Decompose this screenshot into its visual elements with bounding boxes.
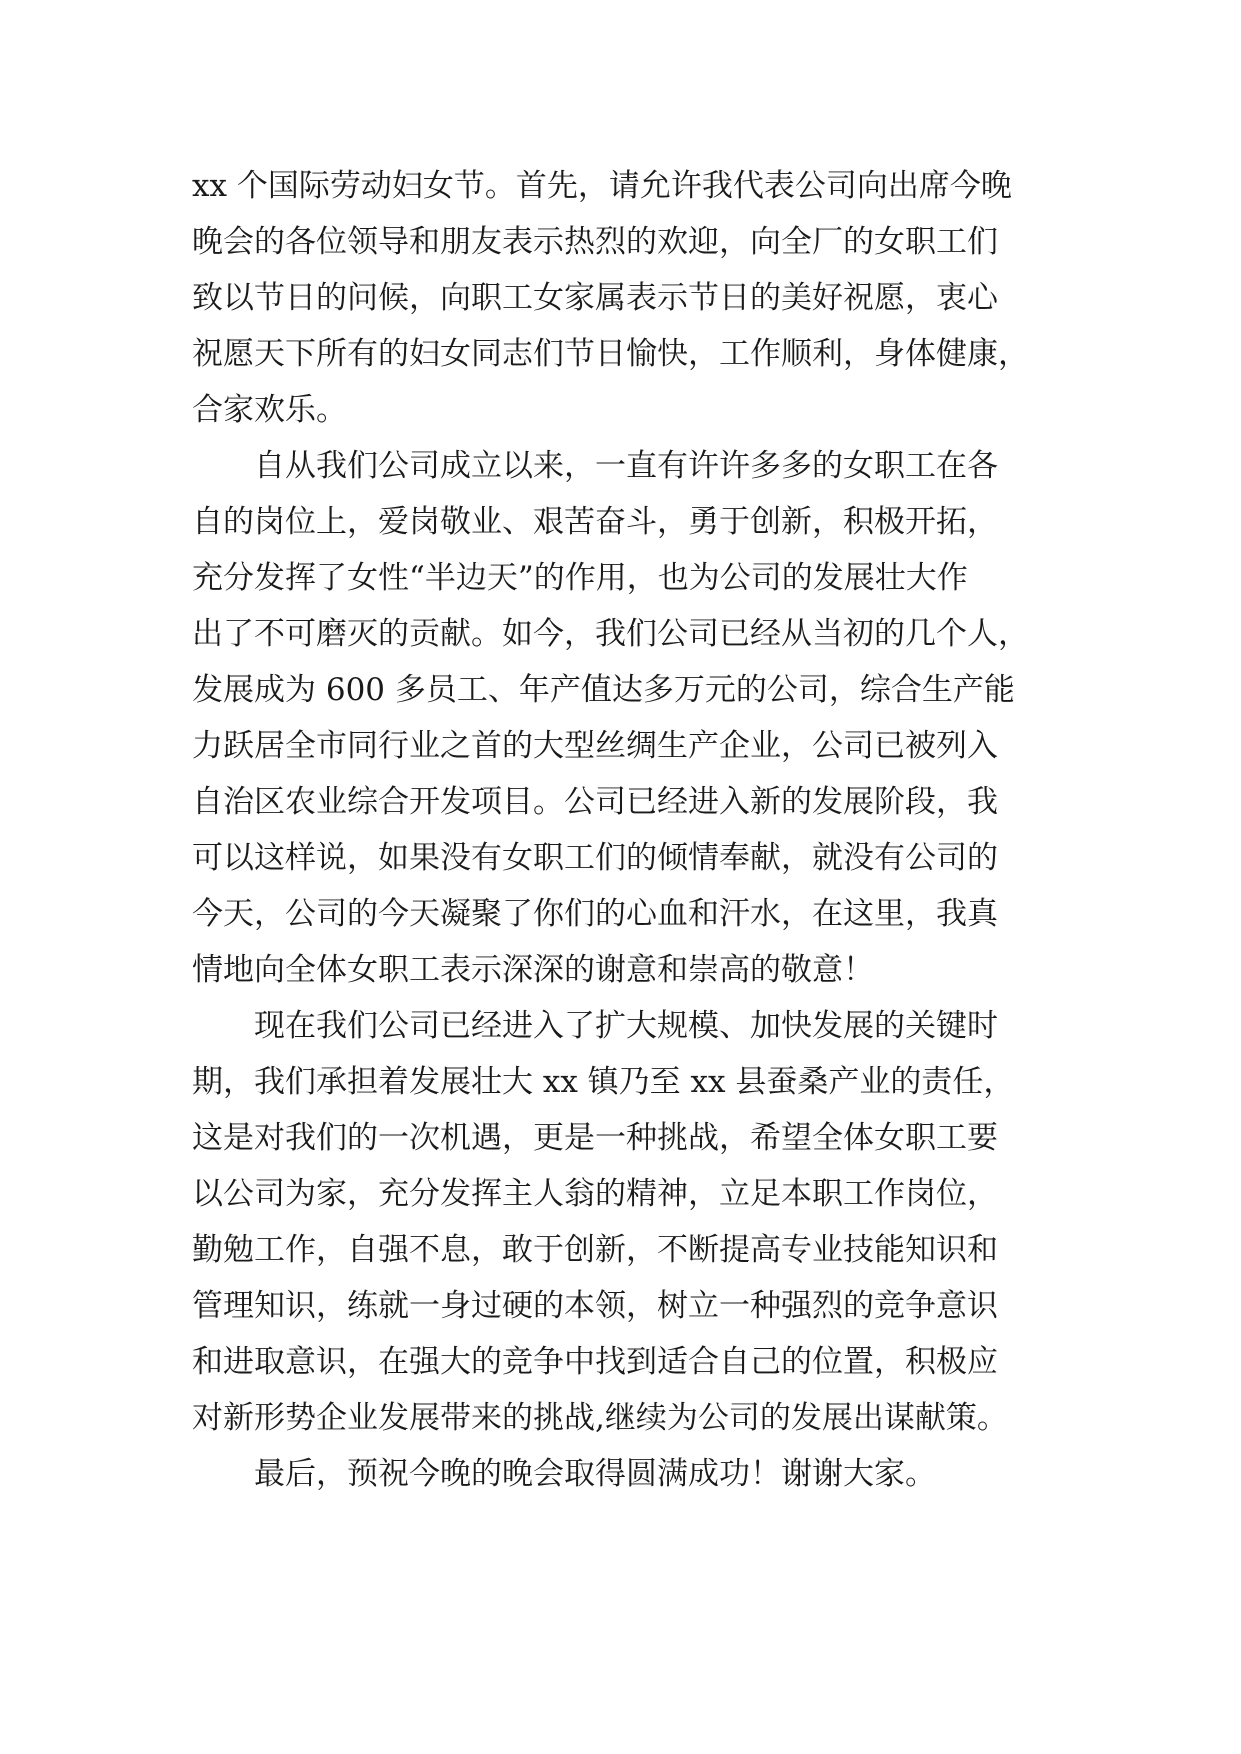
text-line: xx 个国际劳动妇女节。首先，请允许我代表公司向出席今晚 bbox=[192, 168, 1012, 204]
text-line: 晚会的各位领导和朋友表示热烈的欢迎，向全厂的女职工们 bbox=[192, 224, 998, 260]
text-line: 自的岗位上，爱岗敬业、艰苦奋斗，勇于创新，积极开拓， bbox=[192, 504, 998, 540]
text-line: 情地向全体女职工表示深深的谢意和崇高的敬意！ bbox=[192, 952, 874, 988]
text-line: 致以节日的问候，向职工女家属表示节日的美好祝愿，衷心 bbox=[192, 280, 998, 316]
text-line: 自从我们公司成立以来，一直有许许多多的女职工在各 bbox=[192, 448, 998, 484]
text-line: 力跃居全市同行业之首的大型丝绸生产企业，公司已被列入 bbox=[192, 728, 998, 764]
text-line: 以公司为家，充分发挥主人翁的精神，立足本职工作岗位， bbox=[192, 1176, 998, 1212]
text-line: 出了不可磨灭的贡献。如今，我们公司已经从当初的几个人， bbox=[192, 616, 1029, 652]
text-line: 自治区农业综合开发项目。公司已经进入新的发展阶段，我 bbox=[192, 784, 998, 820]
text-line: 管理知识，练就一身过硬的本领，树立一种强烈的竞争意识 bbox=[192, 1288, 998, 1324]
text-line: 祝愿天下所有的妇女同志们节日愉快，工作顺利，身体健康， bbox=[192, 336, 1029, 372]
text-line: 和进取意识，在强大的竞争中找到适合自己的位置，积极应 bbox=[192, 1344, 998, 1380]
text-line: 最后，预祝今晚的晚会取得圆满成功！谢谢大家。 bbox=[192, 1456, 936, 1492]
text-line: 合家欢乐。 bbox=[192, 392, 347, 428]
text-line: 勤勉工作，自强不息，敢于创新，不断提高专业技能知识和 bbox=[192, 1232, 998, 1268]
text-line: 今天，公司的今天凝聚了你们的心血和汗水，在这里，我真 bbox=[192, 896, 998, 932]
text-line: 可以这样说，如果没有女职工们的倾情奉献，就没有公司的 bbox=[192, 840, 998, 876]
text-line: 对新形势企业发展带来的挑战,继续为公司的发展出谋献策。 bbox=[192, 1400, 1008, 1436]
text-line: 这是对我们的一次机遇，更是一种挑战，希望全体女职工要 bbox=[192, 1120, 998, 1156]
text-line: 充分发挥了女性“半边天”的作用，也为公司的发展壮大作 bbox=[192, 560, 968, 596]
text-line: 现在我们公司已经进入了扩大规模、加快发展的关键时 bbox=[192, 1008, 998, 1044]
text-line: 发展成为 600 多员工、年产值达多万元的公司，综合生产能 bbox=[192, 672, 1015, 708]
text-line: 期，我们承担着发展壮大 xx 镇乃至 xx 县蚕桑产业的责任， bbox=[192, 1064, 1015, 1100]
speech-body bbox=[192, 158, 1052, 1502]
